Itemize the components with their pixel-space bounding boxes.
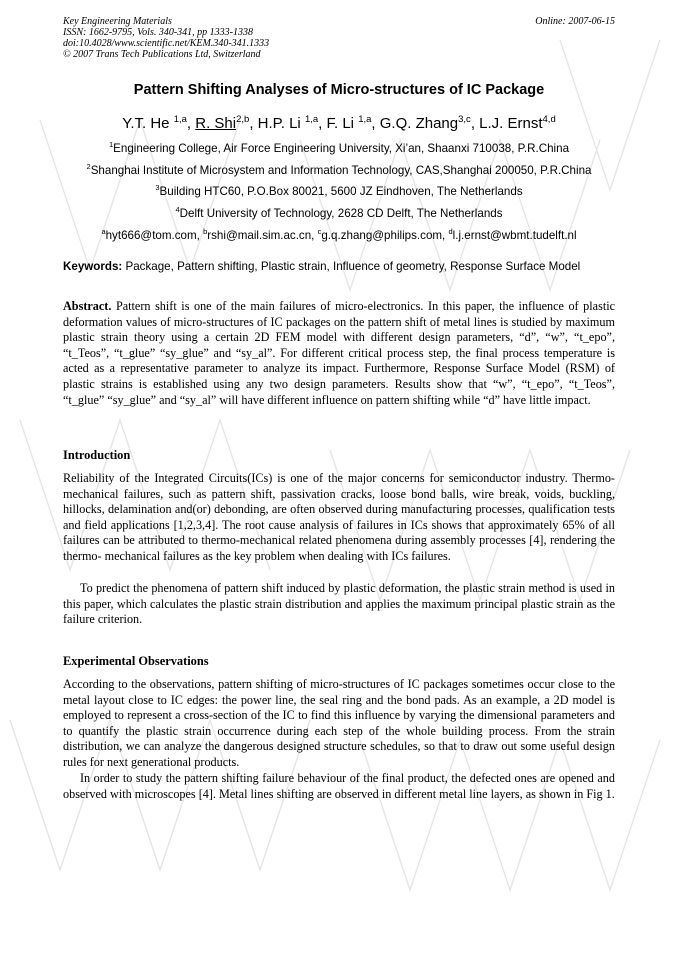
journal-meta bbox=[63, 16, 269, 60]
section-heading-experimental: Experimental Observations bbox=[63, 654, 209, 668]
author-sup: 1,a bbox=[358, 114, 372, 125]
journal-name: Key Engineering Materials bbox=[63, 16, 172, 27]
email-link[interactable]: rshi@mail.sim.ac.cn, bbox=[207, 229, 318, 242]
intro-paragraph-2: To predict the phenomena of pattern shift induced by plastic deformation, the plastic strain method is used in this paper, which calculates the plastic strain distribution and applies the maximum principal plastic strain as the failure criterion. bbox=[63, 581, 615, 627]
affiliation-sup: 3 bbox=[155, 183, 160, 192]
email-sup: d bbox=[448, 227, 453, 236]
affiliation-4 bbox=[58, 203, 620, 221]
keywords bbox=[63, 260, 615, 274]
intro-paragraph-1: Reliability of the Integrated Circuits(ICs) is one of the major concerns for semiconductor industry. Thermo-mechanical failures, such as pattern shift, passivation cracks, loose bond balls, wire break, voids, buckling, hillocks, delamination and(or) debonding, are often observed during manufacturing processes, qualification tests and field applications [1,2,3,4]. The root cause analysis of failures in ICs shows that approximately 65% of all failures can be attributed to thermo-mechanical related phenomena during assembly processes [4], rendering the thermo- mechanical failures as the key problem when dealing with ICs failures. bbox=[63, 471, 615, 563]
affiliation-3 bbox=[58, 181, 620, 199]
affiliation-text: Engineering College, Air Force Engineering University, Xi’an, Shaanxi 710038, P.R.China bbox=[113, 142, 570, 155]
affiliation-text: Building HTC60, P.O.Box 80021, 5600 JZ Eindhoven, The Netherlands bbox=[159, 185, 523, 198]
affiliation-1 bbox=[58, 138, 620, 156]
doi-line: doi:10.4028/www.scientific.net/KEM.340-341.1333 bbox=[63, 38, 270, 49]
author-sup: 3,c bbox=[458, 114, 471, 125]
abstract-text: Pattern shift is one of the main failures of micro-electronics. In this paper, the influence of plastic deformation values of micro-structures of IC packages on the pattern shift of metal lines is studied by maximum plastic strain theory using a certain 2D FEM model with different design parameters, “d”, “w”, “t_epo”, “t_Teos”, “t_glue” “sy_glue” and “sy_al”. For different critical process step, the final process temperature is acted as a representative parameter to analyze its impact. Furthermore, Response Surface Model (RSM) of plastic strains is established using any two design parameters. Results show that “w”, “t_epo”, “t_Teos”, “t_glue” “sy_glue” and “sy_al” will have different influence on pattern shifting while “d” have little impact. bbox=[63, 299, 615, 407]
email-link[interactable]: g.q.zhang@philips.com, bbox=[321, 229, 449, 242]
author-name: R. Shi bbox=[195, 115, 237, 132]
affiliation-sup: 2 bbox=[86, 162, 91, 171]
author-sup: 1,a bbox=[173, 114, 187, 125]
affiliation-sup: 4 bbox=[175, 205, 180, 214]
email-sup: c bbox=[317, 227, 322, 236]
copyright-line: © 2007 Trans Tech Publications Ltd, Switzerland bbox=[63, 49, 261, 60]
section-heading-introduction: Introduction bbox=[63, 448, 131, 462]
paper-title: Pattern Shifting Analyses of Micro-structures of IC Package bbox=[133, 82, 545, 98]
issn-line: ISSN: 1662-9795, Vols. 340-341, pp 1333-1338 bbox=[63, 27, 253, 38]
author-name: Y.T. He bbox=[122, 115, 170, 132]
affiliation-text: Shanghai Institute of Microsystem and Information Technology, CAS,Shanghai 200050, P.R.China bbox=[90, 164, 592, 177]
author-name: F. Li bbox=[326, 115, 355, 132]
author-sup: 1,a bbox=[304, 114, 319, 125]
email-sup: b bbox=[203, 227, 208, 236]
author-sup: 4,d bbox=[542, 114, 556, 125]
author-name: H.P. Li bbox=[257, 115, 301, 132]
keywords-label: Keywords: bbox=[63, 260, 123, 273]
email-link[interactable]: hyt666@tom.com, bbox=[105, 229, 204, 242]
affiliation-2 bbox=[58, 160, 620, 178]
keywords-text: Package, Pattern shifting, Plastic strain, Influence of geometry, Response Surface Model bbox=[122, 260, 581, 273]
abstract bbox=[63, 299, 615, 408]
abstract-label: Abstract. bbox=[63, 299, 112, 313]
author-list: Y.T. He $^{1,a}$, R. Shi$^{2,b}$, H.P. Li $^{1,a}$, F. Li $^{1,a}$, G.Q. Zhang$^{3,c}$, L.J. Ernst$^{4,d}$ bbox=[122, 114, 556, 132]
experimental-paragraph-1: According to the observations, pattern shifting of micro-structures of IC packages sometimes occur close to the metal layout close to IC edges: the power line, the seal ring and the bond pads. As an example, a 2D model is employed to represent a cross-section of the IC to find this influence by varying the dimensional parameters and to quantify the plastic strain occurrence during each step of the whole building process. From the strain distribution, we can analyze the dangerous designed structure schedules, so that to draw out some useful design rules for next generational products. bbox=[63, 677, 615, 769]
experimental-paragraph-2: In order to study the pattern shifting failure behaviour of the final product, the defected ones are opened and observed with microscopes [4]. Metal lines shifting are observed in different metal line layers, as shown in Fig 1. bbox=[63, 771, 615, 801]
affiliation-text: Delft University of Technology, 2628 CD Delft, The Netherlands bbox=[179, 207, 503, 220]
author-name: G.Q. Zhang bbox=[379, 115, 459, 132]
email-line bbox=[58, 225, 620, 243]
email-link[interactable]: l.j.ernst@wbmt.tudelft.nl bbox=[452, 229, 577, 242]
online-date: Online: 2007-06-15 bbox=[535, 16, 615, 27]
email-sup: a bbox=[101, 227, 106, 236]
author-sup: 2,b bbox=[236, 114, 250, 125]
affiliation-sup: 1 bbox=[108, 140, 114, 149]
author-name: L.J. Ernst bbox=[479, 115, 543, 132]
